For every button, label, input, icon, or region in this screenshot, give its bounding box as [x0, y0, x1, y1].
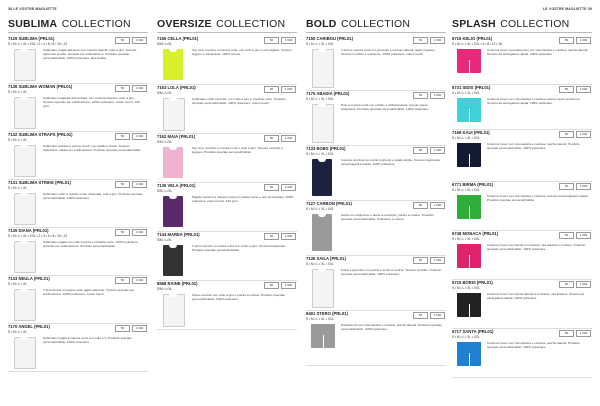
product-name: 7165 CELLA (PRL01) [157, 36, 199, 41]
product-description: Costume boxer con vita elastica e coulisse, tasche laterali. Prodotto speciale personalizzabile. 100% poliestere. [487, 340, 580, 349]
price-box-total: 1 000 [576, 37, 591, 44]
product-name: 7136 VELA (PRL01) [157, 183, 196, 188]
product-sizes: S • M • L • XL • XXL [306, 207, 334, 211]
product-description: Polo a manica corta con colletto e abbottonatura, tessuto piqué traspirante. Prodotto speciale personalizzabile. 100% poliestere. [341, 102, 430, 111]
product-description: Canotta sportiva con scollo profondo e spalle larghe. Tessuto traspirante ad asciugatura rapida. 100% poliestere. [341, 157, 441, 166]
product-sizes: S/M • L/XL [157, 91, 173, 95]
product-sizes: S • M • L • XL • XXL • 2 • 4 • 6 • 8 • 10 • 12 [8, 42, 68, 46]
product-description: Felpa oversize con collo a giro e polsini a costine. Prodotto speciale personalizzabile. 100% poliestere. [192, 292, 285, 301]
collection-title-light: COLLECTION [216, 18, 286, 30]
price-box-total: 1 000 [132, 37, 147, 44]
product-sizes: S • M • L • XL • XXL [306, 152, 334, 156]
product-name: 6715 BORIS (PRL01) [452, 280, 493, 285]
product-price-boxes [264, 282, 296, 289]
product-shirt-image [14, 241, 36, 273]
product-shirt-image [14, 49, 36, 81]
price-box-total: 1 000 [281, 135, 296, 142]
product-item [157, 85, 297, 134]
product-shirt-image [163, 98, 185, 131]
price-box-qty: 50 [264, 233, 279, 240]
product-price-boxes [559, 330, 591, 337]
product-sizes: S • M • L • XL • XXL [306, 97, 334, 101]
product-price-boxes [559, 232, 591, 239]
price-box-qty: 50 [115, 325, 130, 332]
product-description: Sublimato maglia a manica corta con collo a V. Prodotto speciale personalizzabile, 100% poliestere. [43, 335, 132, 344]
product-item [452, 231, 592, 280]
product-description: Felpa a girocollo con polsini e fondo a costine. Tessuto morbido. Prodotto speciale personalizzabile. 100% poliestere. [341, 267, 442, 276]
product-shorts-image [457, 244, 481, 268]
product-name: 7129 SUBLIMA (PRL01) [8, 36, 55, 41]
collection-title-bold: SPLASH [452, 18, 496, 30]
product-name: 7144 MAREA (PRL01) [157, 232, 200, 237]
price-box-total: 1 000 [576, 330, 591, 337]
collection-column-oversize [157, 14, 297, 330]
product-name: 7131 SUBLIMA STRIKE (PRL01) [8, 180, 71, 185]
price-box-qty: 50 [115, 133, 130, 140]
product-description: Sublimato maglia con collo a barca e maniche corte. 100% poliestere, speciale per sublimazione. Prodotto personalizzabile. [43, 239, 139, 248]
collection-title-light: COLLECTION [500, 18, 570, 30]
product-price-boxes [559, 86, 591, 93]
product-price-boxes [559, 131, 591, 138]
product-description: Sublimato t-shirt a manica corta, sfoderata, colli a giro. Prodotto speciale personalizzabile, 100% poliestere. [43, 191, 143, 200]
product-name: 7132 SUBLIMA STRAPS (PRL01) [8, 132, 73, 137]
product-name: 6748 MONACA (PRL01) [452, 231, 499, 236]
product-price-boxes [264, 86, 296, 93]
product-price-boxes [115, 277, 147, 284]
price-box-total: 1 000 [430, 92, 445, 99]
price-box-qty: 50 [264, 37, 279, 44]
price-box-qty: 50 [413, 37, 428, 44]
product-name: 7135 DIANA (PRL01) [8, 228, 49, 233]
product-price-boxes [115, 85, 147, 92]
product-item [306, 36, 446, 91]
price-box-total: 1 000 [132, 277, 147, 284]
product-item [157, 183, 297, 232]
product-sizes: S/M • L/XL [157, 287, 173, 291]
product-shorts-image [457, 342, 481, 366]
product-item [306, 256, 446, 311]
product-shirt-image [312, 214, 332, 251]
product-description: Pantaloncini con vita elastica e coulisse, tasche laterali. Prodotto speciale personalizzabile. 100% poliestere. [341, 322, 442, 331]
price-box-total: 1 000 [281, 37, 296, 44]
price-box-total: 1 000 [576, 232, 591, 239]
product-description: Costume boxer con vita elastica e coulisse interna, tasca posteriore. Tessuto ad asciugatura rapida. 100% poliestere. [487, 96, 581, 105]
price-box-total: 1 000 [430, 257, 445, 264]
product-description: Costume boxer con vita elastica e coulisse, tessuto ad asciugatura rapida. Prodotto speciale personalizzabile. [487, 193, 589, 202]
price-box-total: 1 000 [430, 147, 445, 154]
product-description: Costume boxer con banda a contrasto, vita elastica e coulisse. Prodotto speciale personalizzabile. 100% poliestere. [487, 242, 586, 251]
price-box-qty: 50 [115, 277, 130, 284]
product-shirt-image [163, 147, 183, 178]
price-box-qty: 50 [559, 183, 574, 190]
product-sizes: S • M • L • XL • XXL [452, 188, 480, 192]
product-price-boxes [413, 37, 445, 44]
product-sizes: S • M • L • XL [8, 90, 27, 94]
price-box-qty: 50 [413, 312, 428, 319]
product-price-boxes [264, 37, 296, 44]
product-item [452, 280, 592, 329]
product-description: Sublimato canotta in cotone touch, con spalline strette. Tessuto traspirante, ideale per sublimazione. Prodotto speciale personalizzabile. [43, 143, 142, 152]
price-box-total: 1 000 [430, 312, 445, 319]
collection-column-sublima [8, 14, 148, 372]
price-box-total: 1 000 [132, 85, 147, 92]
price-box-total: 1 000 [430, 202, 445, 209]
product-item [157, 36, 297, 85]
price-box-qty: 50 [559, 232, 574, 239]
product-shirt-image [14, 97, 36, 129]
product-price-boxes [413, 202, 445, 209]
product-sizes: S • M • L • XL • XXL [306, 317, 334, 321]
product-shirt-image [312, 159, 332, 196]
product-name: 6717 SANTA (PRL01) [452, 329, 494, 334]
price-box-qty: 50 [115, 229, 130, 236]
product-name: 6771 BIRMA (PRL01) [452, 182, 494, 187]
product-sizes: S • M • L • XL • XXL [452, 91, 480, 95]
product-shorts-image [311, 324, 335, 348]
product-description: Costume boxer con bande laterali a contrasto, vita elastica. Tessuto ad asciugatura rapida. 100% poliestere. [487, 291, 584, 300]
product-shorts-image [457, 98, 481, 122]
collection-title-bold: SUBLIMA [8, 18, 58, 30]
product-sizes: S • M • L • XL • XXL [306, 42, 334, 46]
product-name: 7133 BOBS (PRL01) [306, 146, 346, 151]
product-sizes: S/M • L/XL [157, 238, 173, 242]
product-name: 7136 SAILA (PRL01) [306, 256, 346, 261]
product-price-boxes [413, 312, 445, 319]
collection-title [452, 14, 592, 33]
product-sizes: S/M • L/XL [157, 140, 173, 144]
product-item [8, 84, 148, 132]
product-description: Sublimato maglietta donna fitted, con cuciture laterali e collo a giro. Tessuto speciale per sublimazione. 100% poliestere, cotton touch, 140 g/m². [43, 95, 140, 108]
product-item [306, 146, 446, 201]
product-price-boxes [115, 181, 147, 188]
collection-title-bold: BOLD [306, 18, 337, 30]
product-item [8, 180, 148, 228]
product-item [452, 182, 592, 231]
page-header-right: LE VOSTRE MAGLIETTE 39 [543, 7, 592, 11]
product-price-boxes [413, 257, 445, 264]
price-box-total: 1 000 [132, 325, 147, 332]
product-description: T-shirt a manica corta con girocollo e cuciture laterali, taglio regolare. Tessuto morbido e resistente. 100% poliestere, cotton touch. [341, 47, 436, 56]
product-price-boxes [559, 281, 591, 288]
product-price-boxes [264, 233, 296, 240]
product-item [452, 329, 592, 378]
price-box-qty: 50 [559, 37, 574, 44]
collection-title [306, 14, 446, 33]
product-name: 7162 MAIA (PRL01) [157, 134, 196, 139]
product-description: Top crop oversize a manica corta, con collo a giro e orlo tagliato. Tessuto leggero e traspirante. 100% cotone. [192, 47, 292, 56]
product-sizes: S • M • L • XL [8, 138, 27, 142]
product-item [452, 130, 592, 182]
product-item [306, 311, 446, 366]
product-shirt-image [312, 104, 334, 143]
product-name: 7150 CARIBOU (PRL01) [306, 36, 354, 41]
product-sizes: S • M • L • XL [8, 282, 27, 286]
product-shorts-image [457, 195, 481, 219]
product-description: Felpa con cappuccio e tasca a marsupio, polsini a costine. Prodotto speciale personalizzabile. Poliestere e cotone. [341, 212, 434, 221]
product-description: T-shirt oversize a manica corta con scollo a giro. Tessuto traspirante. Prodotto speciale personalizzabile. [192, 243, 286, 252]
product-description: T-shirt donna a manica corta, taglio aderente. Tessuto speciale per sublimazione. 100% poliestere, cotton touch. [43, 287, 135, 296]
product-item [157, 232, 297, 281]
product-item [8, 324, 148, 372]
price-box-total: 1 000 [576, 183, 591, 190]
product-name: 6716 KELIO (PRL01) [452, 36, 493, 41]
price-box-total: 1 000 [132, 181, 147, 188]
product-sizes: S • M • L • XL • XXL • 4 • 8 • 12 • 16 [452, 42, 502, 46]
price-box-qty: 50 [559, 131, 574, 138]
price-box-total: 1 000 [576, 86, 591, 93]
price-box-qty: 50 [559, 86, 574, 93]
page-header-left: 38 LE VOSTRE MAGLIETTE [8, 7, 57, 11]
price-box-qty: 50 [115, 37, 130, 44]
price-box-qty: 50 [264, 184, 279, 191]
price-box-total: 1 000 [281, 86, 296, 93]
price-box-qty: 50 [559, 281, 574, 288]
collection-column-splash [452, 14, 592, 378]
product-sizes: S • M • L • XL • XXL [306, 262, 334, 266]
product-item [157, 281, 297, 330]
product-name: 8568 RAINE (PRL01) [157, 281, 198, 286]
product-shirt-image [14, 289, 36, 321]
product-description: Costume boxer a pantaloncino con vita elastica e coulisse, tasche laterali. Tessuto ad asciugatura rapida. 100% poliestere. [487, 47, 589, 56]
price-box-qty: 50 [264, 86, 279, 93]
product-sizes: S • M • L • XL • XXL [452, 335, 480, 339]
product-shirt-image [163, 245, 183, 276]
price-box-total: 1 000 [576, 281, 591, 288]
product-description: Maglia oversize a manica corta con spalle scese e orlo arrotondato. 100% poliestere, cotton touch, 140 g/m². [192, 194, 294, 203]
product-sizes: S • M • L • XL • XXL [452, 286, 480, 290]
product-price-boxes [559, 37, 591, 44]
product-name: 7170 ANGEL (PRL01) [8, 324, 50, 329]
price-box-total: 1 000 [281, 184, 296, 191]
product-sizes: S • M • L • XL • XXL • 2 • 4 • 6 • 8 • 10 • 12 [8, 234, 68, 238]
product-shirt-image [14, 193, 36, 225]
price-box-qty: 50 [264, 135, 279, 142]
product-name: 7175 ABADIA (PRL01) [306, 91, 350, 96]
product-description: Sublimato t-shirt oversize, con collo a giro e maniche corte. Prodotto speciale personalizzabile. 100% poliestere, cotton touch. [192, 96, 286, 105]
product-shirt-image [14, 145, 36, 177]
price-box-total: 1 000 [132, 229, 147, 236]
product-sizes: S/M • L/XL [157, 42, 173, 46]
product-shirt-image [163, 196, 183, 227]
product-item [306, 201, 446, 256]
product-name: 7136 SUBLIMA WOMAN (PRL01) [8, 84, 73, 89]
product-price-boxes [115, 133, 147, 140]
product-item [452, 85, 592, 130]
product-name: 7163 LOLA (PRL01) [157, 85, 196, 90]
product-description: Sublimato maglia aderente con cuciture laterali, collo a giro. Tessuto piacevole al tatto, speciale per sublimazione. Prodotto speciale personalizzabile. 100% poliestere, alta qualità. [43, 47, 137, 60]
product-sizes: S • M • L • XL • XXL [452, 136, 480, 140]
product-price-boxes [413, 92, 445, 99]
product-item [452, 36, 592, 85]
price-box-qty: 50 [413, 202, 428, 209]
price-box-qty: 50 [115, 181, 130, 188]
product-item [306, 91, 446, 146]
product-name: 7168 KAUI (PRL01) [452, 130, 490, 135]
price-box-qty: 50 [413, 257, 428, 264]
product-price-boxes [115, 229, 147, 236]
price-box-total: 1 000 [281, 282, 296, 289]
price-box-total: 1 000 [430, 37, 445, 44]
price-box-total: 1 000 [576, 131, 591, 138]
product-name: 7133 NEULA (PRL01) [8, 276, 50, 281]
product-name: 6731 SIDIS (PRL01) [452, 85, 491, 90]
product-item [8, 228, 148, 276]
product-item [8, 132, 148, 180]
product-shorts-image [457, 49, 481, 73]
product-sizes: S • M • L • XL [8, 186, 27, 190]
collection-column-bold [306, 14, 446, 366]
price-box-qty: 50 [264, 282, 279, 289]
product-sizes: S • M • L • XL • XXL [452, 237, 480, 241]
collection-title-bold: OVERSIZE [157, 18, 212, 30]
product-item [157, 134, 297, 183]
product-item [8, 36, 148, 84]
collection-title [8, 14, 148, 33]
product-shirt-image [312, 49, 334, 88]
collection-title [157, 14, 297, 33]
product-price-boxes [264, 135, 296, 142]
product-shirt-image [163, 49, 183, 80]
price-box-qty: 50 [413, 92, 428, 99]
product-description: Costume boxer con vita elastica e coulisse, tasche laterali. Prodotto speciale personalizzabile. 100% poliestere. [487, 141, 580, 150]
price-box-qty: 50 [413, 147, 428, 154]
product-shirt-image [312, 269, 334, 308]
price-box-qty: 50 [115, 85, 130, 92]
price-box-qty: 50 [559, 330, 574, 337]
product-sizes: S/M • L/XL [157, 189, 173, 193]
product-item [8, 276, 148, 324]
product-price-boxes [559, 183, 591, 190]
product-name: 8491 STERO (PRL01) [306, 311, 348, 316]
product-price-boxes [115, 325, 147, 332]
collection-title-light: COLLECTION [341, 18, 411, 30]
product-shorts-image [457, 293, 481, 317]
product-sizes: S • M • L • XL [8, 330, 27, 334]
product-price-boxes [264, 184, 296, 191]
product-price-boxes [413, 147, 445, 154]
product-shorts-image [457, 143, 481, 167]
product-shirt-image [163, 294, 185, 327]
product-shirt-image [14, 337, 36, 369]
price-box-total: 1 000 [281, 233, 296, 240]
collection-title-light: COLLECTION [61, 18, 131, 30]
product-price-boxes [115, 37, 147, 44]
price-box-total: 1 000 [132, 133, 147, 140]
product-description: Top crop oversize a manica corta e collo a giro. Tessuto morbido e leggero. Prodotto speciale personalizzabile. [192, 145, 283, 154]
product-name: 7127 CARBON (PRL01) [306, 201, 352, 206]
